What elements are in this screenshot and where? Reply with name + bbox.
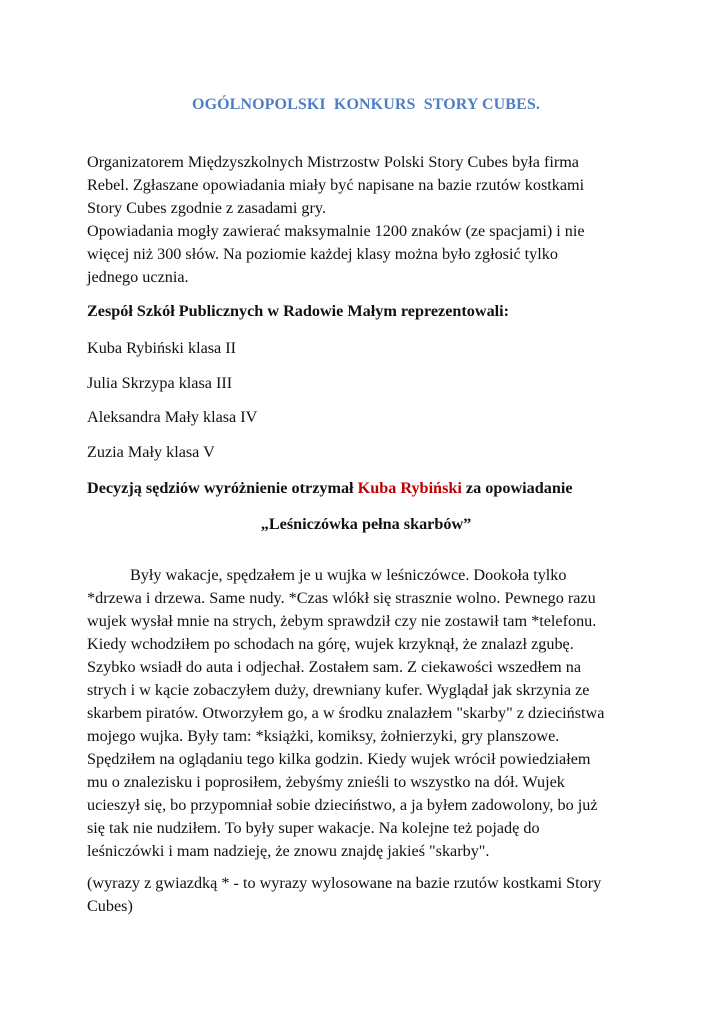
participant-item: Aleksandra Mały klasa IV — [87, 408, 258, 426]
footnote — [87, 872, 647, 918]
story-line: strych i w kącie zobaczyłem duży, drewniany kufer. Wyglądał jak skrzynia ze — [87, 681, 590, 699]
story-line: się tak nie nudziłem. To były super wakacje. Na kolejne też pojadę do — [87, 819, 540, 837]
intro-line: Opowiadania mogły zawierać maksymalnie 1200 znaków (ze spacjami) i nie — [87, 222, 585, 240]
story-line: *drzewa i drzewa. Same nudy. *Czas wlókł się strasznie wolno. Pewnego razu — [87, 589, 596, 607]
story-line: Spędziłem na oglądaniu tego kilka godzin. Kiedy wujek wrócił powiedziałem — [87, 750, 591, 768]
award-statement — [87, 477, 573, 500]
story-line: Kiedy wchodziłem po schodach na górę, wujek krzyknął, że znalazł zgubę. — [87, 635, 574, 653]
intro-paragraph — [87, 151, 647, 289]
intro-line: Rebel. Zgłaszane opowiadania miały być napisane na bazie rzutów kostkami — [87, 176, 585, 194]
story-line: leśniczówki i mam nadzieję, że znowu znajdę jakieś "skarby". — [87, 842, 490, 860]
footnote-line: (wyrazy z gwiazdką * - to wyrazy wylosowane na bazie rzutów kostkami Story — [87, 874, 602, 892]
participant-item: Julia Skrzypa klasa III — [87, 374, 233, 392]
story-line: Szybko wsiadł do auta i odjechał. Zostałem sam. Z ciekawości wszedłem na — [87, 658, 582, 676]
intro-line: jednego ucznia. — [87, 268, 189, 286]
story-line: skarbem piratów. Otworzyłem go, a w środku znalazłem "skarby" z dzieciństwa — [87, 704, 605, 722]
participant-item: Kuba Rybiński klasa II — [87, 339, 237, 357]
story-line: wujek wysłał mnie na strych, żebym sprawdził czy nie zostawił tam *telefonu. — [87, 612, 597, 630]
intro-line: więcej niż 300 słów. Na poziomie każdej klasy można było zgłosić tylko — [87, 245, 558, 263]
footnote-line: Cubes) — [87, 897, 133, 915]
award-text-before: Decyzją sędziów wyróżnienie otrzymał — [87, 479, 358, 497]
award-winner-name: Kuba Rybiński — [357, 479, 462, 497]
intro-line: Organizatorem Międzyszkolnych Mistrzostw Polski Story Cubes była firma — [87, 153, 579, 171]
page-title: OGÓLNOPOLSKI KONKURS STORY CUBES. — [192, 96, 540, 113]
participant-item: Zuzia Mały klasa V — [87, 443, 215, 461]
story-line: ucieszył się, bo przypomniał sobie dzieciństwo, a ja byłem zadowolony, bo już — [87, 796, 598, 814]
school-heading: Zespół Szkół Publicznych w Radowie Małym reprezentowali: — [87, 302, 510, 320]
story-paragraph — [87, 564, 632, 863]
award-text-after: za opowiadanie — [461, 479, 573, 497]
intro-line: Story Cubes zgodnie z zasadami gry. — [87, 199, 327, 217]
story-line: mu o znalezisku i poprosiłem, żebyśmy znieśli to wszystko na dół. Wujek — [87, 773, 565, 791]
story-line: Były wakacje, spędzałem je u wujka w leśniczówce. Dookoła tylko — [130, 566, 567, 584]
story-line: mojego wujka. Były tam: *książki, komiksy, żołnierzyki, gry planszowe. — [87, 727, 560, 745]
story-title: „Leśniczówka pełna skarbów” — [260, 515, 472, 533]
